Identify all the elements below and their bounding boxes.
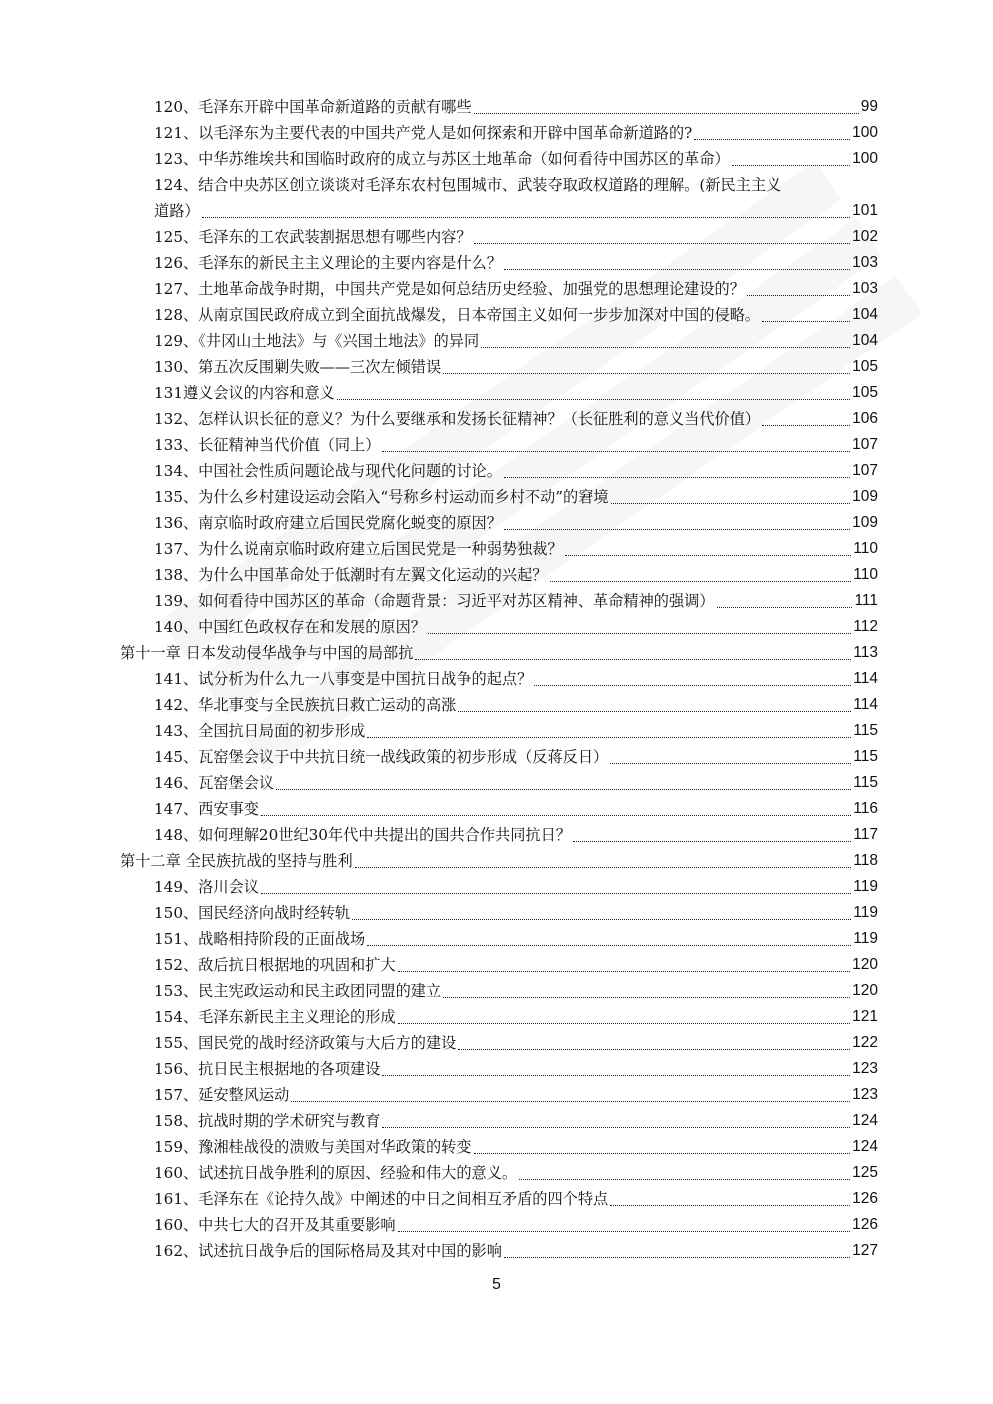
toc-entry-page: 100 <box>852 150 878 167</box>
toc-entry[interactable] <box>120 94 878 120</box>
toc-entry-page: 115 <box>853 748 878 765</box>
toc-entry[interactable] <box>120 328 878 354</box>
toc-entry-page: 120 <box>852 982 878 999</box>
dot-leader <box>504 477 850 478</box>
toc-entry[interactable] <box>120 224 878 250</box>
toc-entry[interactable] <box>120 172 878 224</box>
toc-entry-title: 128、从南京国民政府成立到全面抗战爆发，日本帝国主义如何一步步加深对中国的侵略。 <box>154 306 761 324</box>
toc-entry-page: 123 <box>852 1060 878 1077</box>
dot-leader <box>573 841 851 842</box>
toc-entry-title: 150、国民经济向战时经转轨 <box>154 904 351 922</box>
toc-entry-title: 第十二章 全民族抗战的坚持与胜利 <box>120 852 353 870</box>
toc-entry-title: 157、延安整风运动 <box>154 1086 290 1104</box>
toc-entry[interactable] <box>120 302 878 328</box>
toc-entry[interactable] <box>120 666 878 692</box>
toc-entry-title: 120、毛泽东开辟中国革命新道路的贡献有哪些 <box>154 98 472 116</box>
toc-entry-title: 125、毛泽东的工农武装割据思想有哪些内容？ <box>154 228 472 246</box>
table-of-contents <box>120 94 878 1264</box>
toc-entry-title: 127、土地革命战争时期，中国共产党是如何总结历史经验、加强党的思想理论建设的？ <box>154 280 745 298</box>
toc-entry-page: 119 <box>853 904 878 921</box>
dot-leader <box>367 945 851 946</box>
toc-entry[interactable] <box>120 1212 878 1238</box>
toc-entry-page: 127 <box>852 1242 878 1259</box>
toc-entry-page: 126 <box>852 1190 878 1207</box>
toc-entry-page: 101 <box>852 202 878 219</box>
dot-leader <box>474 243 851 244</box>
toc-entry-title: 153、民主宪政运动和民主政团同盟的建立 <box>154 982 442 1000</box>
dot-leader <box>732 165 850 166</box>
dot-leader <box>458 1049 850 1050</box>
toc-entry[interactable] <box>120 146 878 172</box>
toc-entry-title: 141、试分析为什么九一八事变是中国抗日战争的起点？ <box>154 670 533 688</box>
toc-entry-title: 147、西安事变 <box>154 800 259 818</box>
toc-entry-page: 111 <box>854 592 878 609</box>
toc-entry-title: 第十一章 日本发动侵华战争与中国的局部抗 <box>120 644 414 662</box>
dot-leader <box>762 425 850 426</box>
toc-entry-title: 138、为什么中国革命处于低潮时有左翼文化运动的兴起？ <box>154 566 548 584</box>
toc-entry[interactable] <box>120 926 878 952</box>
toc-entry-title: 121、以毛泽东为主要代表的中国共产党人是如何探索和开辟中国革命新道路的? <box>154 124 693 142</box>
toc-entry[interactable] <box>120 380 878 406</box>
toc-entry-title: 146、瓦窑堡会议 <box>154 774 275 792</box>
toc-entry-page: 117 <box>853 826 878 843</box>
dot-leader <box>694 139 850 140</box>
toc-entry-title: 133、长征精神当代价值（同上） <box>154 436 381 454</box>
toc-entry-title: 137、为什么说南京临时政府建立后国民党是一种弱势独裁？ <box>154 540 563 558</box>
dot-leader <box>398 971 851 972</box>
toc-entry-page: 126 <box>852 1216 878 1233</box>
dot-leader <box>458 711 851 712</box>
toc-entry-title: 149、洛川会议 <box>154 878 259 896</box>
toc-entry-page: 103 <box>852 280 878 297</box>
toc-entry-page: 125 <box>852 1164 878 1181</box>
toc-entry[interactable] <box>120 406 878 432</box>
toc-entry[interactable] <box>120 1004 878 1030</box>
toc-entry[interactable] <box>120 1186 878 1212</box>
toc-chapter-entry[interactable] <box>120 848 878 874</box>
toc-entry-page: 118 <box>853 852 878 869</box>
dot-leader <box>610 1205 850 1206</box>
toc-entry-title: 155、国民党的战时经济政策与大后方的建设 <box>154 1034 457 1052</box>
toc-entry-page: 121 <box>852 1008 878 1025</box>
toc-entry-title: 132、怎样认识长征的意义？为什么要继承和发扬长征精神？（长征胜利的意义当代价值） <box>154 410 761 428</box>
toc-entry-page: 102 <box>852 228 878 245</box>
dot-leader <box>565 555 852 556</box>
toc-entry[interactable] <box>120 744 878 770</box>
toc-entry-title: 135、为什么乡村建设运动会陷入“号称乡村运动而乡村不动”的窘境 <box>154 488 609 506</box>
toc-entry[interactable] <box>120 1082 878 1108</box>
dot-leader <box>717 607 853 608</box>
toc-entry-title: 145、瓦窑堡会议于中共抗日统一战线政策的初步形成（反蒋反日） <box>154 748 609 766</box>
toc-entry-page: 115 <box>853 774 878 791</box>
toc-entry-title: 143、全国抗日局面的初步形成 <box>154 722 366 740</box>
dot-leader <box>474 1153 851 1154</box>
toc-entry-title: 131遵义会议的内容和意义 <box>154 384 335 402</box>
toc-entry[interactable] <box>120 536 878 562</box>
toc-entry[interactable] <box>120 978 878 1004</box>
dot-leader <box>261 893 851 894</box>
toc-entry-title: 139、如何看待中国苏区的革命（命题背景：习近平对苏区精神、革命精神的强调） <box>154 592 715 610</box>
toc-entry-title: 159、豫湘桂战役的溃败与美国对华政策的转变 <box>154 1138 472 1156</box>
toc-entry-page: 119 <box>853 878 878 895</box>
dot-leader <box>610 763 851 764</box>
dot-leader <box>504 529 850 530</box>
dot-leader <box>519 1179 850 1180</box>
dot-leader <box>504 1257 850 1258</box>
dot-leader <box>382 1127 850 1128</box>
dot-leader <box>415 659 851 660</box>
toc-entry-page: 116 <box>853 800 878 817</box>
toc-entry[interactable] <box>120 1160 878 1186</box>
toc-entry-page: 100 <box>852 124 878 141</box>
toc-entry[interactable] <box>120 354 878 380</box>
toc-entry-title: 160、中共七大的召开及其重要影响 <box>154 1216 396 1234</box>
toc-entry[interactable] <box>120 562 878 588</box>
toc-entry-page: 120 <box>852 956 878 973</box>
toc-entry-page: 112 <box>853 618 878 635</box>
toc-entry-title: 134、中国社会性质问题论战与现代化问题的讨论。 <box>154 462 502 480</box>
toc-entry-page: 103 <box>852 254 878 271</box>
toc-entry-page: 124 <box>852 1138 878 1155</box>
toc-entry-title: 148、如何理解20世纪30年代中共提出的国共合作共同抗日？ <box>154 826 571 844</box>
toc-entry[interactable] <box>120 692 878 718</box>
toc-entry-title: 126、毛泽东的新民主主义理论的主要内容是什么？ <box>154 254 502 272</box>
dot-leader <box>337 399 850 400</box>
dot-leader <box>398 1231 851 1232</box>
dot-leader <box>276 789 851 790</box>
toc-entry-page: 114 <box>853 670 878 687</box>
dot-leader <box>398 1023 851 1024</box>
toc-entry-title: 136、南京临时政府建立后国民党腐化蜕变的原因？ <box>154 514 502 532</box>
toc-entry-page: 109 <box>852 514 878 531</box>
dot-leader <box>747 295 850 296</box>
toc-entry[interactable] <box>120 458 878 484</box>
toc-entry-page: 115 <box>853 722 878 739</box>
toc-entry[interactable] <box>120 250 878 276</box>
toc-entry[interactable] <box>120 796 878 822</box>
toc-entry-page: 104 <box>852 332 878 349</box>
page-number: 5 <box>492 1276 501 1293</box>
dot-leader <box>762 321 850 322</box>
toc-chapter-entry[interactable] <box>120 640 878 666</box>
toc-entry[interactable] <box>120 1134 878 1160</box>
toc-entry[interactable] <box>120 1108 878 1134</box>
dot-leader <box>428 633 851 634</box>
toc-entry[interactable] <box>120 822 878 848</box>
toc-entry[interactable] <box>120 1238 878 1264</box>
dot-leader <box>443 997 850 998</box>
dot-leader <box>367 737 851 738</box>
toc-entry-title: 161、毛泽东在《论持久战》中阐述的中日之间相互矛盾的四个特点 <box>154 1190 609 1208</box>
toc-entry[interactable] <box>120 432 878 458</box>
toc-entry[interactable] <box>120 120 878 146</box>
toc-entry-page: 114 <box>853 696 878 713</box>
toc-entry-page: 124 <box>852 1112 878 1129</box>
toc-entry-page: 105 <box>852 358 878 375</box>
dot-leader <box>474 113 859 114</box>
toc-entry-page: 107 <box>852 436 878 453</box>
toc-entry-page: 106 <box>852 410 878 427</box>
toc-entry-title: 154、毛泽东新民主主义理论的形成 <box>154 1008 396 1026</box>
toc-entry[interactable] <box>120 874 878 900</box>
dot-leader <box>352 919 851 920</box>
dot-leader <box>382 451 850 452</box>
dot-leader <box>504 269 850 270</box>
dot-leader <box>202 217 851 218</box>
dot-leader <box>481 347 850 348</box>
toc-entry-title: 129、《井冈山土地法》与《兴国土地法》的异同 <box>154 332 480 350</box>
toc-entry-page: 119 <box>853 930 878 947</box>
toc-entry-title: 162、试述抗日战争后的国际格局及其对中国的影响 <box>154 1242 502 1260</box>
toc-entry-title: 152、敌后抗日根据地的巩固和扩大 <box>154 956 396 974</box>
toc-entry-page: 123 <box>852 1086 878 1103</box>
toc-entry-title: 158、抗战时期的学术研究与教育 <box>154 1112 381 1130</box>
toc-entry-page: 104 <box>852 306 878 323</box>
toc-entry-page: 105 <box>852 384 878 401</box>
dot-leader <box>291 1101 850 1102</box>
toc-entry[interactable] <box>120 1056 878 1082</box>
toc-entry-page: 122 <box>852 1034 878 1051</box>
dot-leader <box>443 373 850 374</box>
dot-leader <box>261 815 851 816</box>
toc-entry[interactable] <box>120 276 878 302</box>
toc-entry[interactable] <box>120 1030 878 1056</box>
dot-leader <box>534 685 851 686</box>
toc-entry-page: 110 <box>853 540 878 557</box>
toc-entry-title: 142、华北事变与全民族抗日救亡运动的高涨 <box>154 696 457 714</box>
toc-entry-title: 140、中国红色政权存在和发展的原因？ <box>154 618 426 636</box>
toc-entry-title: 151、战略相持阶段的正面战场 <box>154 930 366 948</box>
toc-entry[interactable] <box>120 900 878 926</box>
toc-entry[interactable] <box>120 952 878 978</box>
toc-entry[interactable] <box>120 770 878 796</box>
toc-entry-page: 107 <box>852 462 878 479</box>
dot-leader <box>355 867 852 868</box>
dot-leader <box>382 1075 850 1076</box>
toc-entry[interactable] <box>120 614 878 640</box>
toc-entry-title: 156、抗日民主根据地的各项建设 <box>154 1060 381 1078</box>
toc-entry-title: 123、中华苏维埃共和国临时政府的成立与苏区土地革命（如何看待中国苏区的革命） <box>154 150 730 168</box>
toc-entry[interactable] <box>120 484 878 510</box>
toc-entry[interactable] <box>120 588 878 614</box>
toc-entry[interactable] <box>120 510 878 536</box>
toc-entry-page: 109 <box>852 488 878 505</box>
toc-entry[interactable] <box>120 718 878 744</box>
toc-entry-page: 99 <box>860 98 878 115</box>
toc-entry-page: 110 <box>853 566 878 583</box>
toc-entry-title: 124、结合中央苏区创立谈谈对毛泽东农村包围城市、武装夺取政权道路的理解。(新民主主义 <box>154 176 782 194</box>
dot-leader <box>550 581 852 582</box>
dot-leader <box>611 503 851 504</box>
toc-entry-title-continued: 道路） <box>154 202 200 220</box>
toc-entry-page: 113 <box>853 644 878 661</box>
toc-entry-title: 160、试述抗日战争胜利的原因、经验和伟大的意义。 <box>154 1164 518 1182</box>
toc-entry-title: 130、第五次反围剿失败——三次左倾错误 <box>154 358 442 376</box>
